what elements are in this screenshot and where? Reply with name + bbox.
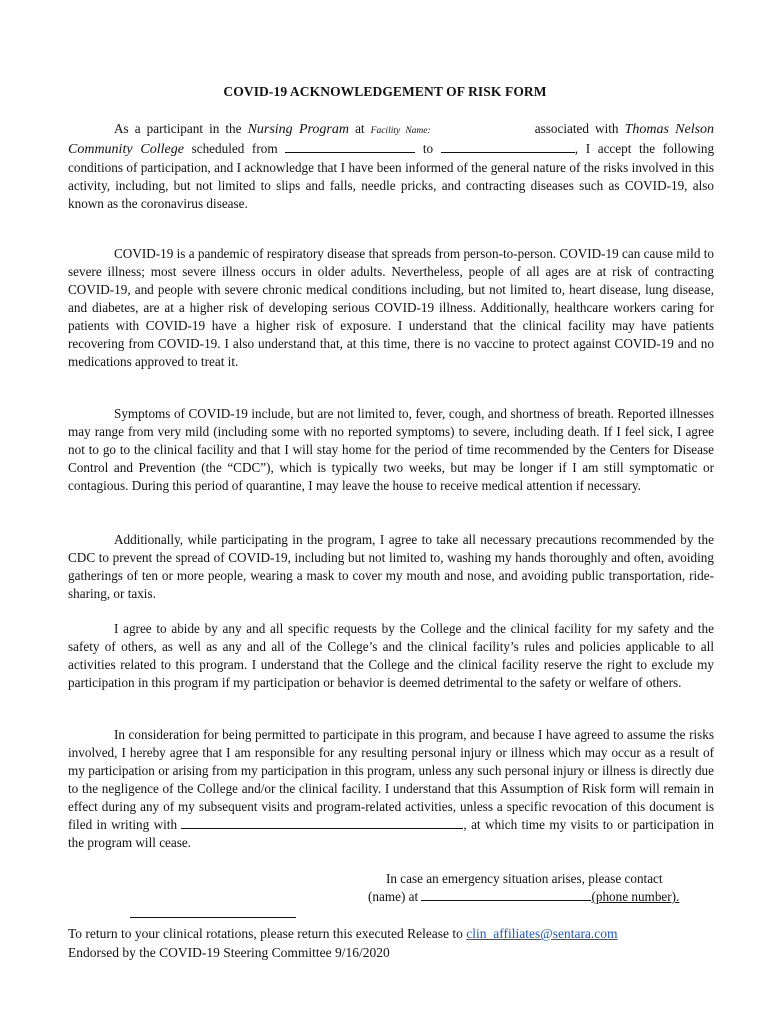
paragraph-6b-text: , at which time my visits to or participation in the program will cease. xyxy=(68,817,714,850)
form-title: COVID-19 ACKNOWLEDGEMENT OF RISK FORM xyxy=(223,84,547,99)
paragraph-consideration xyxy=(68,726,714,852)
emergency-name-label: (name) at xyxy=(368,889,419,904)
facility-name-label: Facility Name: xyxy=(370,126,431,136)
scheduled-from-text: scheduled from xyxy=(191,141,278,156)
emergency-line-2 xyxy=(368,888,704,906)
footer-line-1 xyxy=(68,924,618,943)
end-date-field[interactable] xyxy=(441,140,575,153)
at-word: at xyxy=(355,121,365,136)
return-instruction-text: To return to your clinical rotations, please return this executed Release to xyxy=(68,926,463,941)
intro-paragraph: As a participant in the Nursing Program at Facility Name: associated with Thomas Nelson Community College scheduled from to , I accept the following conditions of participation, and I acknowledge that I have been informed of the general nature of the risks involved in this activity, including, but not limited to slips and falls, needle pricks, and contracting diseases such as COVID-19, also known as the coronavirus disease. xyxy=(68,121,715,211)
revocation-recipient-field[interactable] xyxy=(181,816,463,829)
college-name: Thomas Nelson Community College xyxy=(68,122,715,157)
emergency-contact-field[interactable] xyxy=(421,888,591,901)
facility-name-field[interactable] xyxy=(437,121,529,133)
paragraph-rules xyxy=(68,620,714,692)
paragraph-4-text: Additionally, while participating in the program, I agree to take all necessary precautions recommended by the CDC to prevent the spread of COVID-19, including but not limited to, washing my hands thoroughly and often, avoiding gatherings of ten or more people, wearing a mask to cover my mouth and nose, and avoiding public transportation, ride-sharing, or taxis. xyxy=(68,532,714,601)
signature-line[interactable] xyxy=(130,917,296,918)
paragraph-precautions xyxy=(68,531,714,603)
endorsement-text: Endorsed by the COVID-19 Steering Committee 9/16/2020 xyxy=(68,945,390,960)
footer-block xyxy=(68,924,618,962)
paragraph-3-text: Symptoms of COVID-19 include, but are not limited to, fever, cough, and shortness of breath. Reported illnesses may range from very mild (including some with no reported symptoms) to severe, including death. If I feel sick, I agree not to go to the clinical facility and that I will stay home for the period of time recommended by the Centers for Disease Control and Prevention (the “CDC”), which is typically two weeks, but may be longer if I am still symptomatic or contagious. During this period of quarantine, I may leave the house to receive medical attention if necessary. xyxy=(68,406,714,493)
paragraph-symptoms xyxy=(68,405,714,495)
email-link[interactable]: clin_affiliates@sentara.com xyxy=(466,926,618,941)
emergency-line-1: In case an emergency situation arises, please contact xyxy=(386,871,663,886)
paragraph-pandemic xyxy=(68,245,714,371)
paragraph-5-text: I agree to abide by any and all specific requests by the College and the clinical facility for my safety and the safety of others, as well as any and all of the College’s and the clinical facility’s rules and policies applicable to all activities related to this program. I understand that the College and the clinical facility reserve the right to exclude my participation in this program if my participation or behavior is deemed detrimental to the safety or welfare of others. xyxy=(68,621,714,690)
paragraph-6a-text: In consideration for being permitted to participate in this program, and because I have agreed to assume the risks involved, I hereby agree that I am responsible for any resulting personal injury or illness which may occur as a result of my participation or arising from my participation in this program, unless any such personal injury or illness is directly due to the negligence of the College and/or the clinical facility. I understand that this Assumption of Risk form will remain in effect during any of my subsequent visits and program-related activities, unless a specific revocation of this document is filed in writing with xyxy=(68,727,714,832)
paragraph-2-text: COVID-19 is a pandemic of respiratory disease that spreads from person-to-person. COVID-19 can cause mild to severe illness; most severe illness occurs in older adults. Nevertheless, people of all ages are at risk of contracting COVID-19, and people with severe chronic medical conditions including, but not limited to, heart disease, lung disease, and diabetes, are at a higher risk of developing serious COVID-19 illness. Additionally, healthcare workers caring for patients with COVID-19 have a higher risk of exposure. I understand that the clinical facility may have patients recovering from COVID-19. I also understand that, at this time, there is no vaccine to protect against COVID-19 and no medications approved to treat it. xyxy=(68,246,714,369)
to-word: to xyxy=(422,141,434,156)
emergency-contact-block xyxy=(368,870,704,906)
start-date-field[interactable] xyxy=(285,140,415,153)
program-name: Nursing Program xyxy=(247,122,349,137)
associated-with-text: associated with xyxy=(534,121,619,136)
emergency-phone-label: (phone number). xyxy=(591,889,680,904)
intro-rest: I accept the following conditions of participation, and I acknowledge that I have been informed of the general nature of the risks involved in this activity, including, but not limited to slips and falls, needle pricks, and contracting diseases such as COVID-19, also known as the coronavirus disease. xyxy=(68,141,715,211)
intro-prefix: As a participant in the xyxy=(114,121,242,136)
